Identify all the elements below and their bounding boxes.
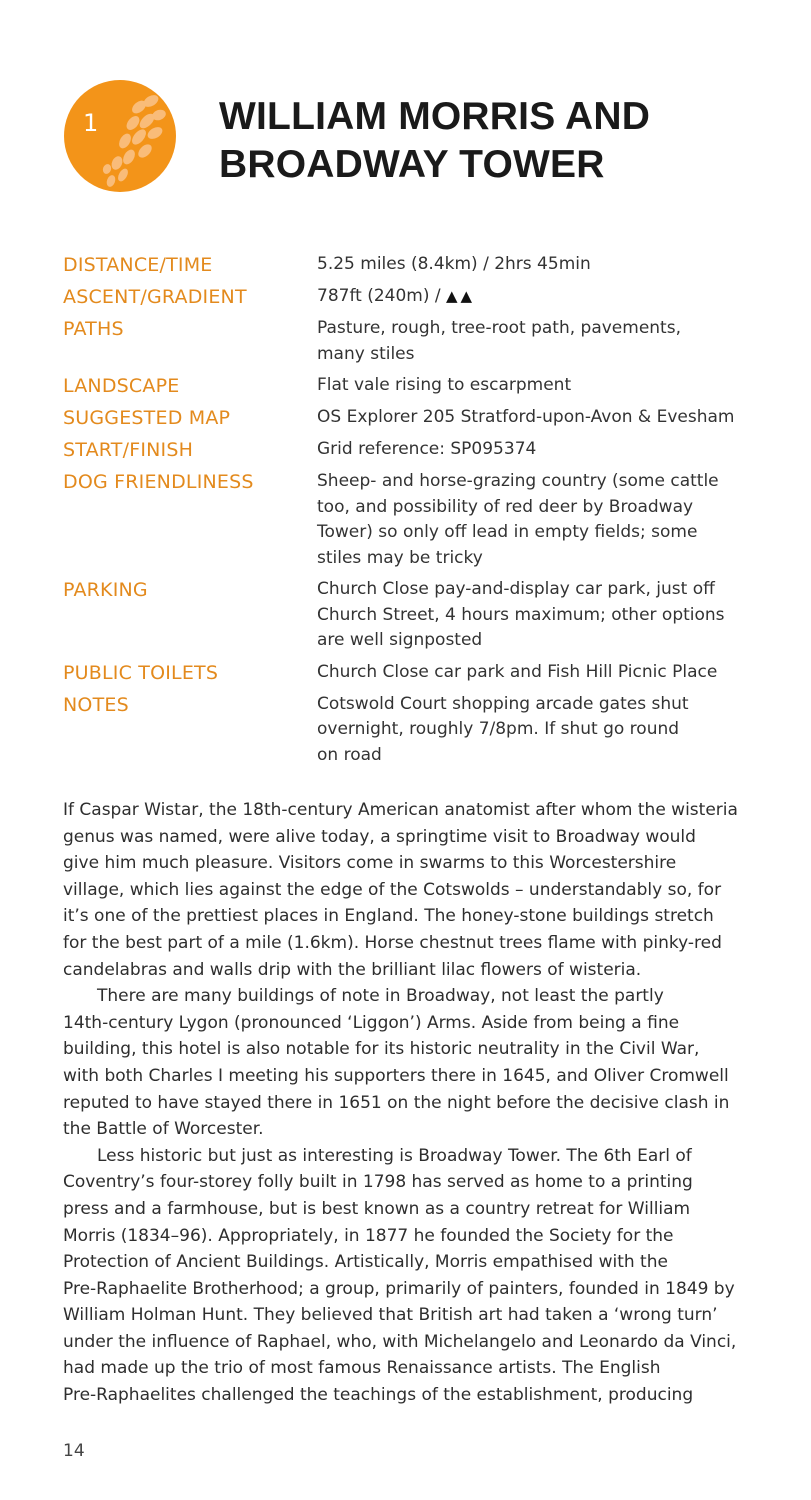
text-line: under the influence of Raphael, who, with Michelangelo and Leonardo da Vinci, [63,1331,737,1352]
paragraph [63,1143,743,1409]
fact-line: Pasture, rough, tree-root path, pavements, [317,318,681,338]
fact-line: on road [317,744,382,765]
fact-line: Church Close pay-and-display car park, just off [317,579,715,599]
walk-number-badge [63,79,177,193]
fact-line: too, and possibility of red deer by Broadway [317,496,694,517]
footprint-route-icon [63,79,177,193]
text-line: for the best part of a mile (1.6km). Horse chestnut trees flame with pinky-red [63,932,722,953]
fact-line: Church Close car park and Fish Hill Picnic Place [317,661,718,682]
fact-parking [63,577,753,654]
text-line: William Holman Hunt. They believed that British art had taken a ‘wrong turn’ [63,1305,718,1326]
text-line: Less historic but just as interesting is Broadway Tower. The 6th Earl of [97,1145,692,1166]
text-line: genus was named, were alive today, a springtime visit to Broadway would [63,826,696,847]
fact-label: SUGGESTED MAP [63,407,231,429]
text-line: There are many buildings of note in Broadway, not least the partly [97,986,664,1007]
fact-label: START/FINISH [63,439,194,461]
fact-line: Grid reference: SP095374 [317,439,537,459]
fact-line: OS Explorer 205 Stratford-upon-Avon & Evesham [317,407,735,427]
fact-label: DISTANCE/TIME [63,254,213,276]
fact-ascent-gradient [63,284,753,310]
walk-number: 1 [83,109,99,137]
text-line: Pre-Raphaelite Brotherhood; a group, primarily of painters, founded in 1849 by [63,1278,735,1299]
fact-label: ASCENT/GRADIENT [63,286,247,308]
text-line: If Caspar Wistar, the 18th-century American anatomist after whom the wisteria [63,800,738,820]
fact-value [317,316,747,367]
fact-value [317,660,747,686]
fact-line: overnight, roughly 7/8pm. If shut go round [317,719,680,739]
text-line: had made up the trio of most famous Renaissance artists. The English [63,1358,661,1379]
text-line: press and a farmhouse, but is best known as a country retreat for William [63,1198,691,1219]
paragraph [63,797,743,983]
fact-line [317,284,747,310]
fact-line: 5.25 miles (8.4km) / 2hrs 45min [317,254,591,274]
fact-value [317,405,747,431]
fact-landscape [63,373,753,399]
fact-line: stiles may be tricky [317,547,483,568]
text-line: Protection of Ancient Buildings. Artistically, Morris empathised with the [63,1252,668,1273]
fact-paths [63,316,753,367]
text-line: building, this hotel is also notable for its historic neutrality in the Civil War, [63,1039,700,1060]
body-text [63,797,743,1409]
fact-line: Flat vale rising to escarpment [317,375,572,395]
walk-title [219,93,650,189]
fact-label: PUBLIC TOILETS [63,661,219,684]
fact-value [317,252,747,278]
fact-notes [63,692,753,769]
fact-label: DOG FRIENDLINESS [63,471,254,493]
fact-label: LANDSCAPE [63,375,180,397]
ascent-text: 787ft (240m) / [317,286,441,306]
fact-value [317,373,747,399]
text-line: village, which lies against the edge of the Cotswolds – understandably so, for [63,879,722,900]
fact-public-toilets [63,660,753,686]
fact-label: NOTES [63,693,129,716]
text-line: Coventry’s four-storey folly built in 1798 has served as home to a printing [63,1172,693,1193]
fact-line: Tower) so only off lead in empty fields; some [317,522,698,542]
text-line: it’s one of the prettiest places in England. The honey-stone buildings stretch [63,906,714,927]
text-line: with both Charles I meeting his supporters there in 1645, and Oliver Cromwell [63,1065,729,1086]
fact-value [317,437,747,463]
fact-line: Church Street, 4 hours maximum; other options [317,604,725,625]
fact-start-finish [63,437,753,463]
fact-dog-friendliness [63,469,753,571]
walk-facts-table [63,252,753,774]
title-line: BROADWAY TOWER [219,143,605,186]
fact-value [317,577,747,654]
page-number: 14 [63,1441,85,1461]
fact-label: PATHS [63,318,124,340]
fact-suggested-map [63,405,753,431]
fact-value [317,284,747,310]
title-line: WILLIAM MORRIS AND [219,95,651,138]
text-line: 14th-century Lygon (pronounced ‘Liggon’) Arms. Aside from being a fine [63,1012,680,1033]
fact-value [317,469,747,571]
fact-line: Cotswold Court shopping arcade gates shut [317,693,689,714]
fact-label: PARKING [63,579,148,601]
text-line: give him much pleasure. Visitors come in swarms to this Worcestershire [63,853,677,874]
text-line: candelabras and walls drip with the brilliant lilac flowers of wisteria. [63,959,642,980]
text-line: Pre-Raphaelites challenged the teachings of the establishment, producing [63,1385,694,1406]
text-line: Morris (1834–96). Appropriately, in 1877 he founded the Society for the [63,1225,674,1246]
fact-line: Sheep- and horse-grazing country (some cattle [317,471,719,491]
fact-line: are well signposted [317,630,483,650]
text-line: reputed to have stayed there in 1651 on the night before the decisive clash in [63,1092,730,1113]
fact-distance-time [63,252,753,278]
gradient-triangles-icon: ▲▲ [446,287,476,305]
fact-line: many stiles [317,343,415,364]
text-line: the Battle of Worcester. [63,1119,264,1140]
paragraph [63,983,743,1143]
fact-value [317,692,747,769]
